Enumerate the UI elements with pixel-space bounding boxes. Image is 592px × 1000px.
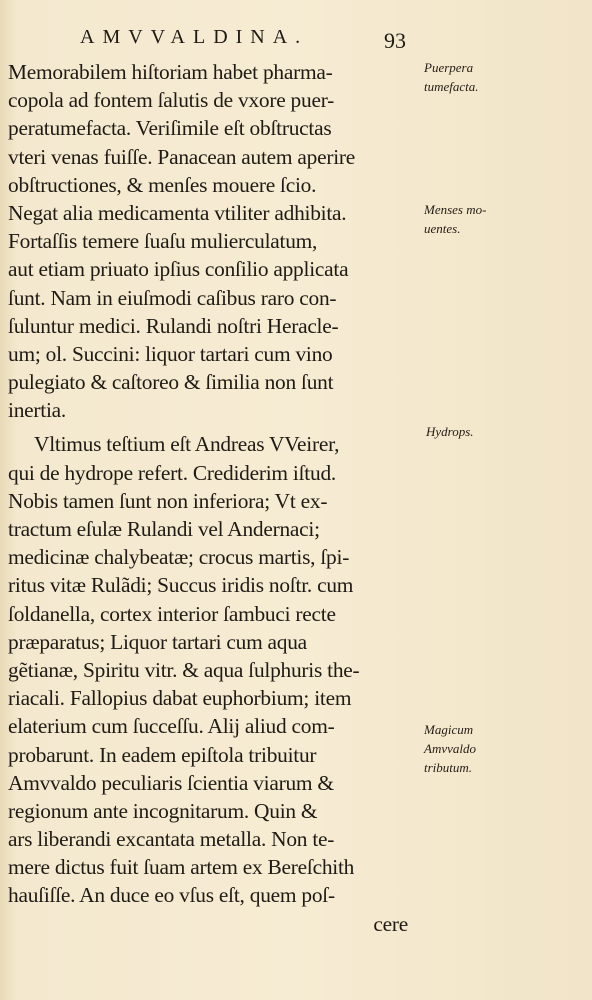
text-line: mere dictus fuit ſuam artem ex Bereſchith — [8, 855, 355, 880]
text-line: ſunt. Nam in eiuſmodi caſibus raro con- — [8, 285, 337, 310]
margin-note-line: uentes. — [424, 221, 461, 236]
text-line: ſoldanella, cortex interior ſambuci recte — [8, 601, 336, 626]
running-title: AMVVALDINA. — [80, 26, 309, 48]
margin-note-line: tumefacta. — [424, 79, 479, 94]
text-line: copola ad fontem ſalutis de vxore puer- — [8, 88, 335, 113]
text-line: vteri venas fuiſſe. Panacean autem aperire — [8, 144, 356, 169]
margin-note-line: Magicum — [424, 722, 474, 737]
text-line: um; ol. Succini: liquor tartari cum vino — [8, 341, 333, 366]
text-line: probarunt. In eadem epiſtola tribuitur — [8, 742, 317, 767]
text-line: Negat alia medicamenta vtiliter adhibita. — [8, 200, 347, 225]
text-line: tractum eſulæ Rulandi vel Andernaci; — [8, 517, 320, 541]
margin-note-line: Puerpera — [424, 60, 474, 75]
text-line: Nobis tamen ſunt non inferiora; Vt ex- — [8, 488, 328, 513]
text-line: hauſiſſe. An duce eo vſus eſt, quem poſ- — [8, 883, 335, 908]
text-line: inertia. — [8, 398, 66, 423]
text-line: Fortaſſis temere ſuaſu mulierculatum, — [8, 229, 318, 254]
text-line: pulegiato & caſtoreo & ſimilia non ſunt — [8, 370, 334, 395]
text-line: medicinæ chalybeatæ; crocus martis, ſpi- — [8, 545, 350, 570]
text-line: elaterium cum ſucceſſu. Alij aliud com- — [8, 714, 335, 739]
margin-note-puerpera — [424, 58, 479, 96]
text-line: Amvvaldo peculiaris ſcientia viarum & — [8, 770, 334, 795]
text-line: ritus vitæ Rulãdi; Succus iridis noſtr. cum — [8, 573, 354, 598]
margin-note-menses — [424, 200, 486, 238]
catchword: cere — [373, 911, 408, 936]
text-line: riacali. Fallopius dabat euphorbium; item — [8, 686, 352, 711]
text-line: ſuluntur medici. Rulandi noſtri Heracle- — [8, 313, 339, 338]
text-line: ars liberandi excantata metalla. Non te- — [8, 827, 335, 852]
margin-note-hydrops — [426, 422, 474, 441]
margin-note-line: Hydrops. — [426, 424, 474, 439]
text-line: aut etiam priuato ipſius conſilio applicata — [8, 257, 349, 282]
text-line: gẽtianæ, Spiritu vitr. & aqua ſulphuris the- — [8, 657, 360, 682]
margin-note-line: Menses mo- — [424, 202, 487, 217]
text-line: qui de hydrope refert. Crediderim iſtud. — [8, 460, 336, 485]
body-text — [8, 58, 428, 938]
text-line: Vltimus teſtium eſt Andreas VVeirer, — [34, 432, 340, 457]
page-number: 93 — [384, 28, 406, 53]
text-line: Memorabilem hiſtoriam habet pharma- — [8, 60, 333, 84]
margin-note-line: Amvvaldo — [424, 741, 476, 756]
margin-note-magicum — [424, 720, 476, 777]
text-line: præparatus; Liquor tartari cum aqua — [8, 629, 307, 654]
text-line: obſtructiones, & menſes mouere ſcio. — [8, 172, 317, 197]
text-line: regionum ante incognitarum. Quin & — [8, 798, 318, 823]
text-line: peratumefacta. Veriſimile eſt obſtructas — [8, 116, 332, 141]
margin-note-line: tributum. — [424, 760, 473, 775]
